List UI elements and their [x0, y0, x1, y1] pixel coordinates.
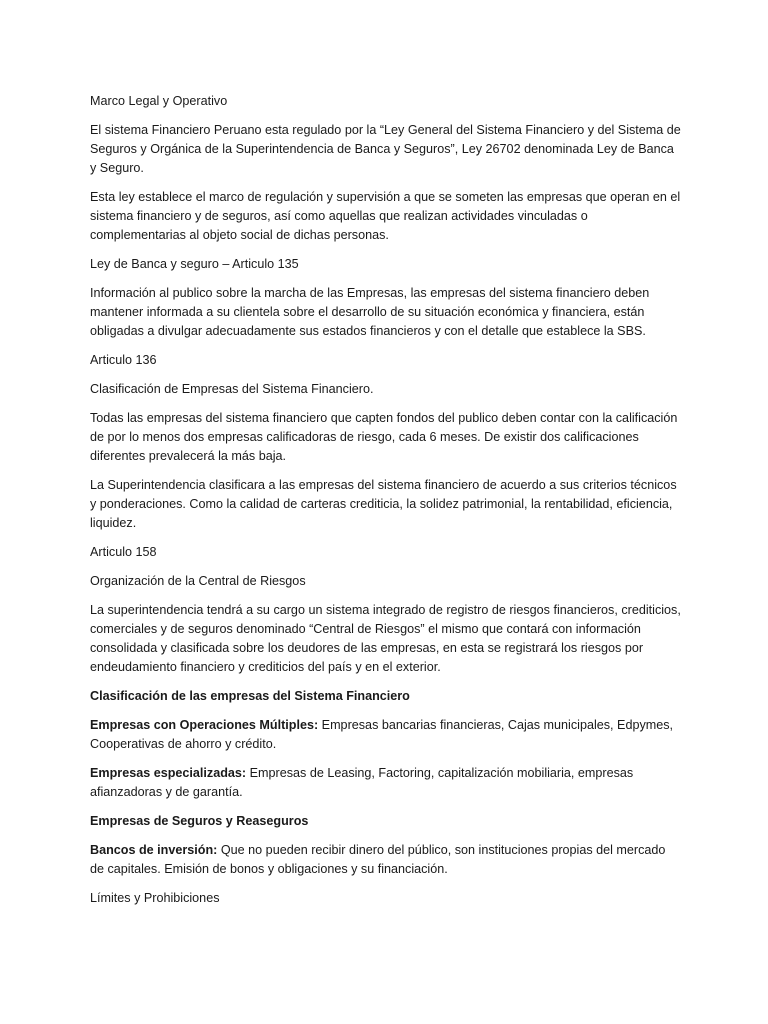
article-136-title: Articulo 136 [90, 353, 157, 368]
article-135-text: Información al publico sobre la marcha de las Empresas, las empresas del sistema financiero deben mantener informada a su clientela sobre el desarrollo de su situación económica y financiera, están obligadas a divulgar adecuadamente sus estados financieros y con el detalle que establece la SBS. [90, 286, 650, 339]
specialized-text: Empresas de Leasing, Factoring, capitalización mobiliaria, empresas afianzadoras y de garantía. [90, 766, 634, 800]
insurance-title: Empresas de Seguros y Reaseguros [90, 814, 309, 828]
investment-banks-item [90, 841, 682, 879]
article-158-subtitle: Organización de la Central de Riesgos [90, 574, 306, 588]
paragraph-legal-framework: El sistema Financiero Peruano esta regulado por la “Ley General del Sistema Financiero y del Sistema de Seguros y Orgánica de la Superintendencia de Banca y Seguros”, Ley 26702 denominada Ley de Banca y Seguro. [90, 122, 681, 176]
article-135-title: Ley de Banca y seguro – Articulo 135 [90, 257, 299, 272]
limits-title: Límites y Prohibiciones [90, 890, 220, 905]
multi-operations-text: Empresas bancarias financieras, Cajas municipales, Edpymes, Cooperativas de ahorro y crédito. [90, 718, 674, 752]
document-heading: Marco Legal y Operativo [90, 94, 228, 108]
classification-title: Clasificación de las empresas del Sistema Financiero [90, 689, 410, 704]
specialized-item [90, 764, 682, 802]
article-158-title: Articulo 158 [90, 545, 157, 560]
multi-operations-item [90, 716, 682, 754]
article-158-text: La superintendencia tendrá a su cargo un sistema integrado de registro de riesgos financieros, crediticios, comerciales y de seguros denominado “Central de Riesgos” el mismo que contará con información consolidada y clasificada sobre los deudores de las empresas, en esta se registrará los riesgos por endeudamiento financiero y crediticios del país y en el exterior. [90, 602, 681, 675]
document-page [90, 92, 682, 918]
investment-banks-label: Bancos de inversión: [90, 842, 218, 857]
paragraph-regulation: Esta ley establece el marco de regulación y supervisión a que se someten las empresas que operan en el sistema financiero y de seguros, así como aquellas que realizan actividades vinculadas o complementarias al objeto social de dichas personas. [90, 190, 681, 243]
article-136-subtitle: Clasificación de Empresas del Sistema Financiero. [90, 382, 374, 396]
investment-banks-text: Que no pueden recibir dinero del público, son instituciones propias del mercado de capitales. Emisión de bonos y obligaciones y su financiación. [90, 842, 666, 876]
article-136-paragraph-2: La Superintendencia clasificara a las empresas del sistema financiero de acuerdo a sus criterios técnicos y ponderaciones. Como la calidad de carteras crediticia, la solidez patrimonial, la rentabilidad, eficiencia, liquidez. [90, 478, 677, 531]
article-136-paragraph-1: Todas las empresas del sistema financiero que capten fondos del publico deben contar con la calificación de por lo menos dos empresas calificadoras de riesgo, cada 6 meses. De existir dos calificaciones diferentes prevalecerá la más baja. [90, 410, 678, 464]
specialized-label: Empresas especializadas: [90, 766, 247, 780]
multi-operations-label: Empresas con Operaciones Múltiples: [90, 718, 319, 732]
